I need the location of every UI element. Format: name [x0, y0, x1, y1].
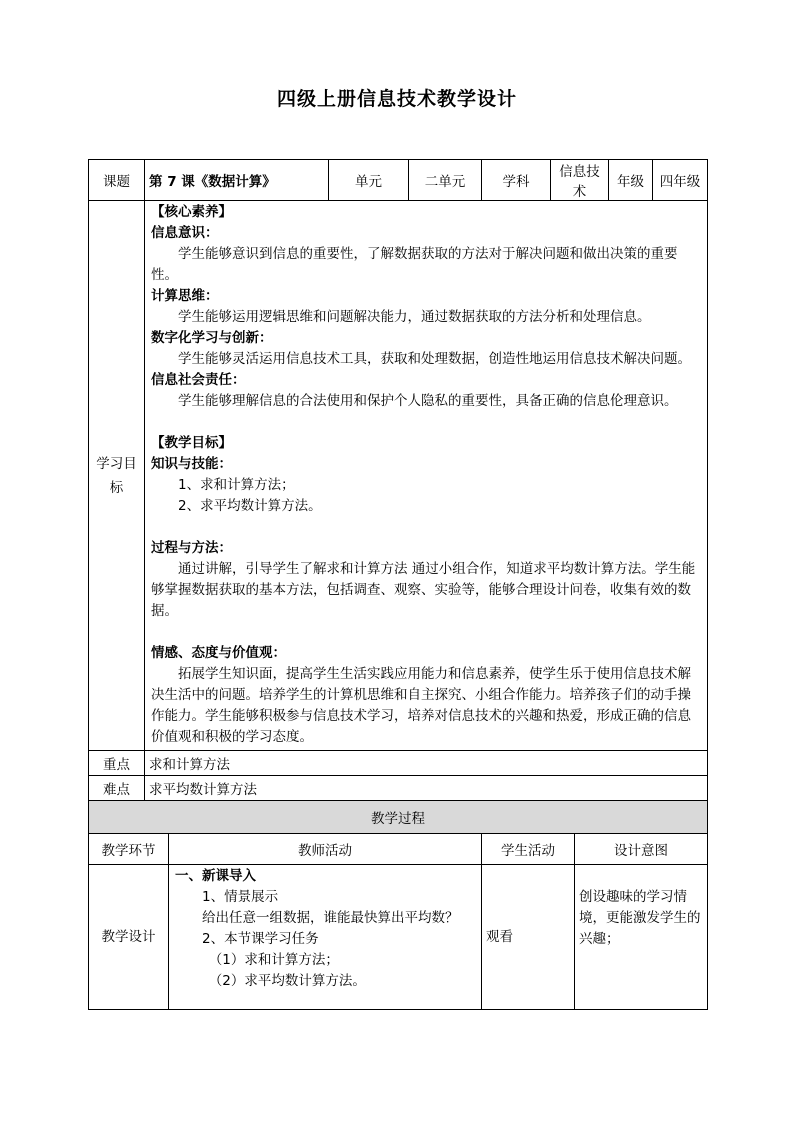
unit-label: 单元: [329, 160, 409, 201]
column-header: 教师活动: [169, 834, 482, 865]
teacher-line: 给出任意一组数据，谁能最快算出平均数？: [202, 910, 459, 926]
design-label: 教学设计: [89, 865, 169, 1010]
objectives-row: [89, 201, 708, 751]
digital-text: 学生能够灵活运用信息技术工具，获取和处理数据，创造性地运用信息技术解决问题。: [178, 351, 691, 367]
difficult-point-value: 求平均数计算方法: [145, 776, 708, 801]
column-header: 教学环节: [89, 834, 169, 865]
key-point-value: 求和计算方法: [145, 751, 708, 776]
info-awareness-title: 信息意识：: [151, 225, 219, 241]
teacher-activity: [169, 865, 482, 1010]
grade-value: 四年级: [653, 160, 708, 201]
digital-title: 数字化学习与创新：: [151, 330, 273, 346]
teacher-section-title: 一、新课导入: [175, 868, 256, 884]
meta-row: [89, 160, 708, 201]
process-heading: 教学过程: [89, 801, 708, 834]
teacher-line: （1）求和计算方法；: [208, 952, 339, 968]
design-row: [89, 865, 708, 1010]
process-columns-row: [89, 834, 708, 865]
teaching-heading: 【教学目标】: [151, 435, 232, 451]
subject-label: 学科: [482, 160, 551, 201]
topic-value: 第 7 课《数据计算》: [145, 160, 329, 201]
teacher-line: 2、本节课学习任务: [202, 931, 319, 947]
knowledge-item: 2、求平均数计算方法。: [178, 498, 322, 514]
difficult-point-row: [89, 776, 708, 801]
key-point-label: 重点: [89, 751, 145, 776]
page-title: 四级上册信息技术教学设计: [276, 88, 517, 110]
emotion-title: 情感、态度与价值观：: [151, 645, 286, 661]
process-title: 过程与方法：: [151, 540, 232, 556]
grade-label: 年级: [609, 160, 653, 201]
computational-text: 学生能够运用逻辑思维和问题解决能力，通过数据获取的方法分析和处理信息。: [178, 309, 651, 325]
social-text: 学生能够理解信息的合法使用和保护个人隐私的重要性，具备正确的信息伦理意识。: [178, 393, 678, 409]
difficult-point-label: 难点: [89, 776, 145, 801]
objectives-content: [145, 201, 708, 751]
process-text: 通过讲解，引导学生了解求和计算方法 通过小组合作，知道求平均数计算方法。学生能够掌握数据获取的基本方法，包括调查、观察、实验等，能够合理设计问卷，收集有效的数据。: [151, 561, 696, 619]
social-title: 信息社会责任：: [151, 372, 246, 388]
column-header: 设计意图: [575, 834, 708, 865]
teacher-line: （2）求平均数计算方法。: [208, 973, 366, 989]
info-awareness-text: 学生能够意识到信息的重要性，了解数据获取的方法对于解决问题和做出决策的重要性。: [151, 246, 678, 283]
knowledge-title: 知识与技能：: [151, 456, 232, 472]
design-intent: 创设趣味的学习情境，更能激发学生的兴趣；: [575, 865, 708, 1010]
computational-title: 计算思维：: [151, 288, 219, 304]
process-heading-row: [89, 801, 708, 834]
unit-value: 二单元: [409, 160, 482, 201]
subject-value: 信息技术: [551, 160, 609, 201]
core-heading: 【核心素养】: [151, 204, 232, 220]
emotion-text: 拓展学生知识面，提高学生生活实践应用能力和信息素养，使学生乐于使用信息技术解决生活中的问题。培养学生的计算机思维和自主探究、小组合作能力。培养孩子们的动手操作能力。学生能够积极参与信息技术学习，培养对信息技术的兴趣和热爱，形成正确的信息价值观和积极的学习态度。: [151, 666, 691, 745]
topic-label: 课题: [89, 160, 145, 201]
column-header: 学生活动: [482, 834, 575, 865]
objectives-label: 学习目标: [89, 201, 145, 751]
student-activity: 观看: [482, 865, 575, 1010]
key-point-row: [89, 751, 708, 776]
lesson-plan-table: [88, 159, 708, 1010]
knowledge-item: 1、求和计算方法；: [178, 477, 295, 493]
teacher-line: 1、情景展示: [202, 889, 279, 905]
